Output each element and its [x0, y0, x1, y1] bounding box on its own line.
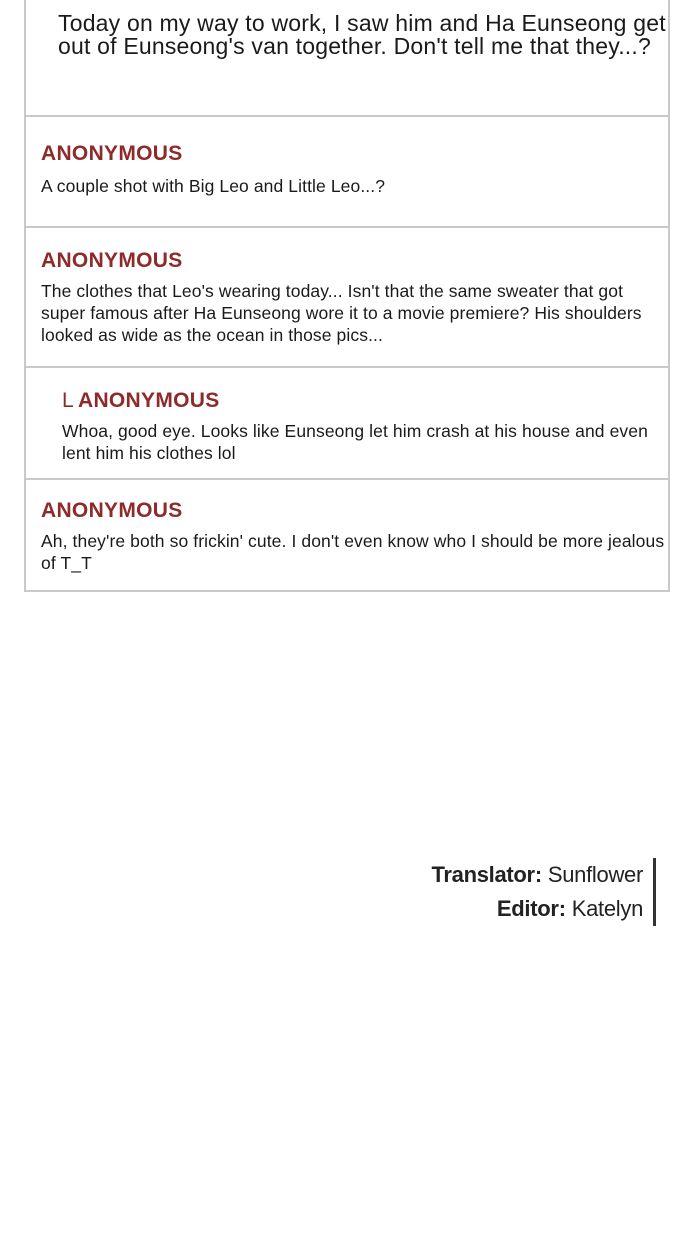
- comment-text: Ah, they're both so frickin' cute. I don't even know who I should be more jealous of T_T: [41, 531, 665, 573]
- comment: [26, 480, 668, 590]
- comment-author: [62, 388, 668, 414]
- author-name: ANONYMOUS: [77, 389, 220, 412]
- comment: [26, 228, 668, 368]
- comment-text: Whoa, good eye. Looks like Eunseong let him crash at his house and even lent him his clothes lol: [62, 421, 648, 463]
- comment-author: [41, 498, 668, 524]
- comment-author: [41, 141, 668, 167]
- credits: [343, 858, 656, 926]
- comment-thread: [24, 0, 670, 592]
- editor-credit: Editor: Katelyn: [496, 896, 643, 921]
- editor-label: Editor: [496, 896, 559, 921]
- comment: [26, 117, 668, 228]
- translator-credit: Translator: Sunflower: [431, 862, 643, 887]
- comment-text: The clothes that Leo's wearing today... Isn't that the same sweater that got super famous after Ha Eunseong wore it to a movie premiere? His shoulders looked as wide as the ocean in those pics...: [41, 281, 642, 345]
- main-post-text: Today on my way to work, I saw him and Ha Eunseong get out of Eunseong's van together. Don't tell me that they...?: [58, 10, 666, 59]
- translator-name: Sunflower: [547, 862, 643, 887]
- main-post: [26, 0, 668, 117]
- editor-name: Katelyn: [571, 896, 643, 921]
- translator-label: Translator: [431, 862, 535, 887]
- comment-author: [41, 248, 668, 274]
- reply-comment: [26, 368, 668, 480]
- comment-text: A couple shot with Big Leo and Little Leo...?: [41, 176, 386, 196]
- author-name: ANONYMOUS: [41, 499, 183, 522]
- reply-marker-icon: L: [62, 389, 74, 412]
- author-name: ANONYMOUS: [41, 142, 183, 165]
- author-name: ANONYMOUS: [41, 249, 183, 272]
